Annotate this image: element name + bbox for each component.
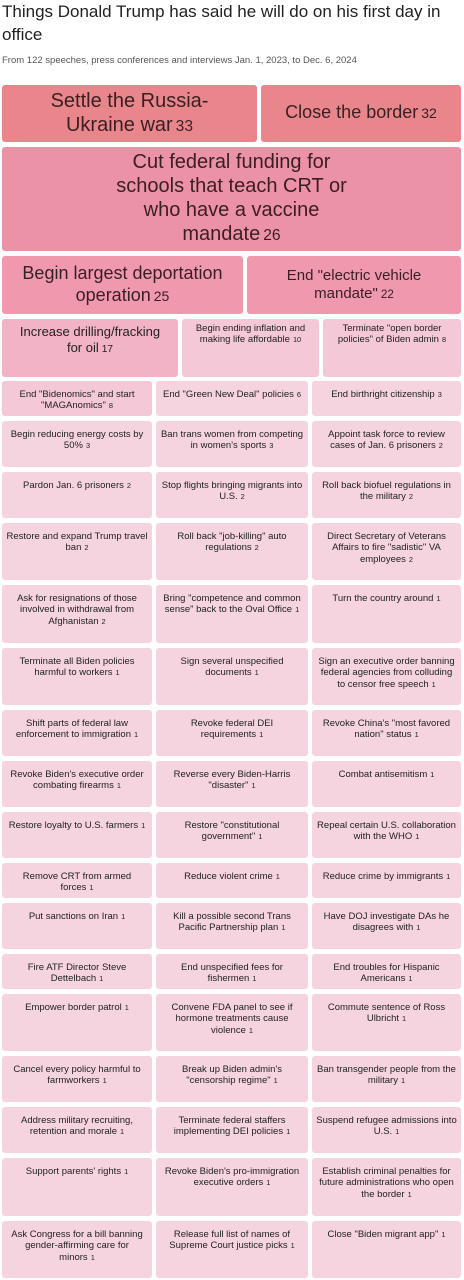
treemap-tile-roll-back-job-killing-auto-regulations	[156, 523, 308, 580]
treemap-tile-terminate-open-border-policies-of-biden-	[323, 319, 461, 377]
tile-count: 33	[175, 117, 194, 135]
treemap-tile-commute-sentence-of-ross-ulbricht	[312, 994, 461, 1051]
tile-count: 3	[85, 441, 91, 451]
treemap-tile-ask-congress-for-a-bill-banning-gender-a	[2, 1221, 152, 1278]
tile-label: Begin ending inflation and making life affordable	[195, 323, 306, 346]
tile-count: 1	[414, 730, 419, 740]
tile-count: 1	[133, 730, 139, 740]
tile-label: Reduce crime by immigrants	[322, 871, 444, 882]
tile-count: 3	[269, 441, 274, 451]
tile-label: Put sanctions on Iran	[28, 911, 119, 922]
treemap-tile-ask-for-resignations-of-those-involved-i	[2, 585, 152, 643]
tile-label: Close "Biden migrant app"	[327, 1229, 439, 1240]
tile-count: 22	[380, 287, 394, 301]
treemap-tile-repeal-certain-u-s-collaboration-with-th	[312, 812, 461, 858]
tile-count: 1	[295, 605, 300, 615]
tile-label: Roll back biofuel regulations in the military	[322, 480, 451, 503]
tile-count: 2	[408, 554, 414, 564]
tile-count: 1	[431, 679, 436, 689]
tile-count: 1	[124, 1167, 129, 1176]
tile-label: Empower border patrol	[25, 1002, 122, 1013]
tile-count: 2	[240, 492, 245, 502]
tile-label: End birthright citizenship	[331, 389, 435, 400]
tile-count: 1	[90, 1252, 95, 1262]
tile-label: Begin reducing energy costs by 50%	[10, 429, 144, 452]
chart-title: Things Donald Trump has said he will do on his first day in office	[2, 2, 441, 44]
treemap-tile-ban-transgender-people-from-the-military	[312, 1056, 461, 1102]
tile-count: 1	[89, 883, 94, 893]
treemap-tile-combat-antisemitism	[312, 761, 461, 807]
tile-count: 1	[99, 974, 104, 984]
tile-label: Release full list of names of Supreme Court justice picks	[169, 1229, 291, 1252]
tile-count: 1	[251, 781, 256, 791]
tile-label: Address military recruiting, retention and morale	[21, 1115, 133, 1138]
tile-label: End troubles for Hispanic Americans	[333, 962, 440, 985]
tile-label: Ask Congress for a bill banning gender-affirming care for minors	[11, 1229, 143, 1263]
tile-count: 1	[259, 730, 264, 740]
tile-label: Remove CRT from armed forces	[22, 871, 132, 894]
tile-label: Have DOJ investigate DAs he disagrees with	[323, 911, 450, 934]
tile-count: 1	[254, 668, 259, 678]
tile-label: Settle the Russia-Ukraine war	[50, 89, 209, 136]
treemap-tile-begin-reducing-energy-costs-by-50	[2, 421, 152, 467]
treemap-tile-reduce-violent-crime	[156, 863, 308, 898]
tile-count: 1	[252, 974, 257, 984]
tile-count: 8	[441, 335, 447, 345]
tile-label: Terminate "open border policies" of Biden admin	[337, 323, 442, 346]
tile-label: Pardon Jan. 6 prisoners	[23, 480, 124, 491]
tile-label: Convene FDA panel to see if hormone treatments cause violence	[171, 1002, 293, 1036]
treemap-tile-end-electric-vehicle-mandate	[247, 256, 461, 314]
tile-count: 1	[120, 1127, 125, 1137]
tile-label: Increase drilling/fracking for oil	[19, 324, 161, 355]
tile-count: 1	[281, 923, 286, 933]
tile-count: 10	[292, 335, 302, 345]
treemap-tile-end-unspecified-fees-for-fishermen	[156, 954, 308, 989]
tile-count: 17	[101, 343, 114, 355]
tile-count: 2	[408, 492, 414, 502]
tile-count: 1	[400, 1076, 406, 1086]
treemap-tile-ban-trans-women-from-competing-in-women-	[156, 421, 308, 467]
tile-count: 1	[446, 872, 451, 881]
tile-count: 1	[121, 912, 126, 921]
tile-label: Revoke Biden's pro-immigration executive orders	[164, 1166, 300, 1189]
tile-count: 1	[115, 668, 120, 678]
treemap-tile-end-birthright-citizenship	[312, 381, 461, 416]
tile-count: 1	[141, 821, 146, 830]
treemap-tile-kill-a-possible-second-trans-pacific-par	[156, 903, 308, 949]
treemap-tile-sign-an-executive-order-banning-federal-	[312, 648, 461, 705]
treemap-tile-bring-competence-and-common-sense-back-t	[156, 585, 308, 643]
tile-count: 1	[436, 594, 441, 603]
treemap-tile-end-troubles-for-hispanic-americans	[312, 954, 461, 989]
tile-label: Roll back "job-killing" auto regulations	[177, 531, 287, 554]
treemap-tile-break-up-biden-admin-s-censorship-regime	[156, 1056, 308, 1102]
treemap-tile-reduce-crime-by-immigrants	[312, 863, 461, 898]
tile-count: 1	[248, 1025, 253, 1035]
tile-count: 2	[438, 441, 443, 451]
tile-label: Revoke federal DEI requirements	[190, 718, 274, 741]
tile-count: 1	[102, 1076, 107, 1086]
treemap-tile-end-green-new-deal-policies	[156, 381, 308, 416]
tile-label: Restore and expand Trump travel ban	[6, 531, 148, 554]
treemap-tile-suspend-refugee-admissions-into-u-s	[312, 1107, 461, 1153]
tile-label: End "electric vehicle mandate"	[286, 266, 422, 302]
treemap-tile-pardon-jan-6-prisoners	[2, 472, 152, 518]
tile-label: Begin largest deportation operation	[22, 262, 223, 305]
tile-label: End unspecified fees for fishermen	[181, 962, 283, 985]
treemap-tile-roll-back-biofuel-regulations-in-the-mil	[312, 472, 461, 518]
tile-count: 25	[153, 287, 170, 304]
treemap-tile-remove-crt-from-armed-forces	[2, 863, 152, 898]
tile-label: Restore loyalty to U.S. farmers	[8, 820, 139, 831]
treemap-tile-direct-secretary-of-veterans-affairs-to-	[312, 523, 461, 580]
tile-count: 1	[415, 832, 420, 842]
treemap-tile-terminate-all-biden-policies-harmful-to-	[2, 648, 152, 705]
treemap-tile-shift-parts-of-federal-law-enforcement-t	[2, 710, 152, 756]
tile-label: Suspend refugee admissions into U.S.	[316, 1115, 457, 1138]
tile-count: 1	[416, 923, 421, 933]
tile-label: Stop flights bringing migrants into U.S.	[161, 480, 303, 503]
treemap-tile-reverse-every-biden-harris-disaster	[156, 761, 308, 807]
treemap-tile-revoke-biden-s-executive-order-combating	[2, 761, 152, 807]
tile-count: 1	[258, 832, 263, 842]
tile-count: 1	[275, 872, 280, 881]
tile-count: 2	[254, 543, 259, 553]
tile-label: End "Bidenomics" and start "MAGAnomics"	[19, 389, 135, 412]
tile-label: Commute sentence of Ross Ulbricht	[327, 1002, 446, 1025]
tile-label: Sign an executive order banning federal agencies from colluding to censor free speech	[318, 656, 455, 690]
tile-label: Break up Biden admin's "censorship regime"	[181, 1064, 283, 1087]
tile-count: 1	[273, 1076, 278, 1086]
treemap-tile-convene-fda-panel-to-see-if-hormone-trea	[156, 994, 308, 1051]
tile-count: 1	[266, 1178, 271, 1188]
tile-label: Reverse every Biden-Harris "disaster"	[173, 769, 291, 792]
tile-label: Establish criminal penalties for future administrations who open the border	[319, 1166, 454, 1200]
tile-count: 1	[441, 1230, 446, 1239]
tile-count: 2	[84, 543, 89, 553]
treemap-tile-settle-the-russia-ukraine-war	[2, 85, 257, 142]
tile-label: Repeal certain U.S. collaboration with the WHO	[317, 820, 456, 843]
tile-label: Fire ATF Director Steve Dettelbach	[27, 962, 127, 985]
treemap-tile-revoke-federal-dei-requirements	[156, 710, 308, 756]
treemap-tile-support-parents-rights	[2, 1158, 152, 1216]
tile-count: 6	[296, 390, 301, 399]
tile-count: 1	[286, 1127, 291, 1137]
treemap-tile-establish-criminal-penalties-for-future-	[312, 1158, 461, 1216]
treemap-tile-restore-and-expand-trump-travel-ban	[2, 523, 152, 580]
tile-label: Restore "constitutional government"	[184, 820, 280, 843]
treemap-tile-revoke-china-s-most-favored-nation-statu	[312, 710, 461, 756]
treemap-tile-turn-the-country-around	[312, 585, 461, 643]
tile-label: Terminate federal staffers implementing DEI policies	[173, 1115, 286, 1138]
tile-label: Terminate all Biden policies harmful to workers	[19, 656, 135, 679]
tile-label: Ban trans women from competing in women's sports	[160, 429, 304, 452]
tile-count: 1	[116, 781, 121, 791]
tile-label: Direct Secretary of Veterans Affairs to fire "sadistic" VA employees	[327, 531, 446, 565]
tile-count: 1	[124, 1003, 129, 1012]
tile-count: 2	[101, 616, 106, 626]
treemap-tile-have-doj-investigate-das-he-disagrees-wi	[312, 903, 461, 949]
treemap-tile-restore-loyalty-to-u-s-farmers	[2, 812, 152, 858]
tile-label: End "Green New Deal" policies	[163, 389, 294, 400]
tile-count: 3	[437, 390, 442, 399]
tile-label: Shift parts of federal law enforcement to immigration	[15, 718, 131, 741]
tile-label: Reduce violent crime	[184, 871, 273, 882]
treemap-tile-put-sanctions-on-iran	[2, 903, 152, 949]
treemap-tile-release-full-list-of-names-of-supreme-co	[156, 1221, 308, 1278]
treemap-tile-address-military-recruiting-retention-an	[2, 1107, 152, 1153]
tile-label: Appoint task force to review cases of Jan. 6 prisoners	[328, 429, 445, 452]
treemap-tile-stop-flights-bringing-migrants-into-u-s	[156, 472, 308, 518]
tile-count: 1	[407, 1189, 412, 1199]
treemap-tile-appoint-task-force-to-review-cases-of-ja	[312, 421, 461, 467]
tile-label: Turn the country around	[332, 593, 434, 604]
tile-label: Kill a possible second Trans Pacific Partnership plan	[173, 911, 291, 934]
treemap-tile-begin-largest-deportation-operation	[2, 256, 243, 314]
tile-count: 1	[290, 1241, 295, 1251]
tile-count: 8	[108, 401, 113, 411]
tile-count: 1	[402, 1014, 407, 1024]
tile-label: Support parents' rights	[25, 1166, 122, 1177]
treemap-tile-close-biden-migrant-app	[312, 1221, 461, 1278]
chart-subtitle: From 122 speeches, press conferences and interviews Jan. 1, 2023, to Dec. 6, 2024	[2, 55, 357, 66]
treemap-tile-revoke-biden-s-pro-immigration-executive	[156, 1158, 308, 1216]
treemap-tile-fire-atf-director-steve-dettelbach	[2, 954, 152, 989]
tile-label: Revoke Biden's executive order combating firearms	[10, 769, 144, 792]
treemap-tile-cut-federal-funding-for-schools-that-tea	[2, 147, 461, 251]
tile-count: 2	[126, 481, 131, 490]
tile-label: Ban transgender people from the military	[317, 1064, 456, 1087]
tile-label: Revoke China's "most favored nation" status	[322, 718, 451, 741]
treemap-tile-end-bidenomics-and-start-maganomics	[2, 381, 152, 416]
tile-label: Close the border	[285, 102, 419, 123]
tile-label: Bring "competence and common sense" back to the Oval Office	[163, 593, 301, 616]
tile-count: 32	[421, 105, 437, 122]
tile-label: Cancel every policy harmful to farmworkers	[13, 1064, 141, 1087]
tile-label: Cut federal funding for schools that teach CRT or who have a vaccine mandate	[116, 151, 347, 245]
tile-count: 1	[408, 974, 413, 984]
treemap-tile-terminate-federal-staffers-implementing-	[156, 1107, 308, 1153]
treemap-tile-increase-drilling-fracking-for-oil	[2, 319, 178, 377]
treemap-tile-sign-several-unspecified-documents	[156, 648, 308, 705]
tile-label: Ask for resignations of those involved in withdrawal from Afghanistan	[17, 593, 137, 627]
treemap-tile-cancel-every-policy-harmful-to-farmworke	[2, 1056, 152, 1102]
treemap-tile-begin-ending-inflation-and-making-life-a	[182, 319, 319, 377]
treemap-tile-empower-border-patrol	[2, 994, 152, 1051]
tile-label: Sign several unspecified documents	[180, 656, 284, 679]
tile-count: 1	[430, 770, 435, 779]
tile-count: 26	[263, 227, 281, 244]
tile-count: 1	[395, 1127, 400, 1137]
tile-label: Combat antisemitism	[338, 769, 428, 780]
treemap-tile-restore-constitutional-government	[156, 812, 308, 858]
treemap-tile-close-the-border	[261, 85, 461, 142]
